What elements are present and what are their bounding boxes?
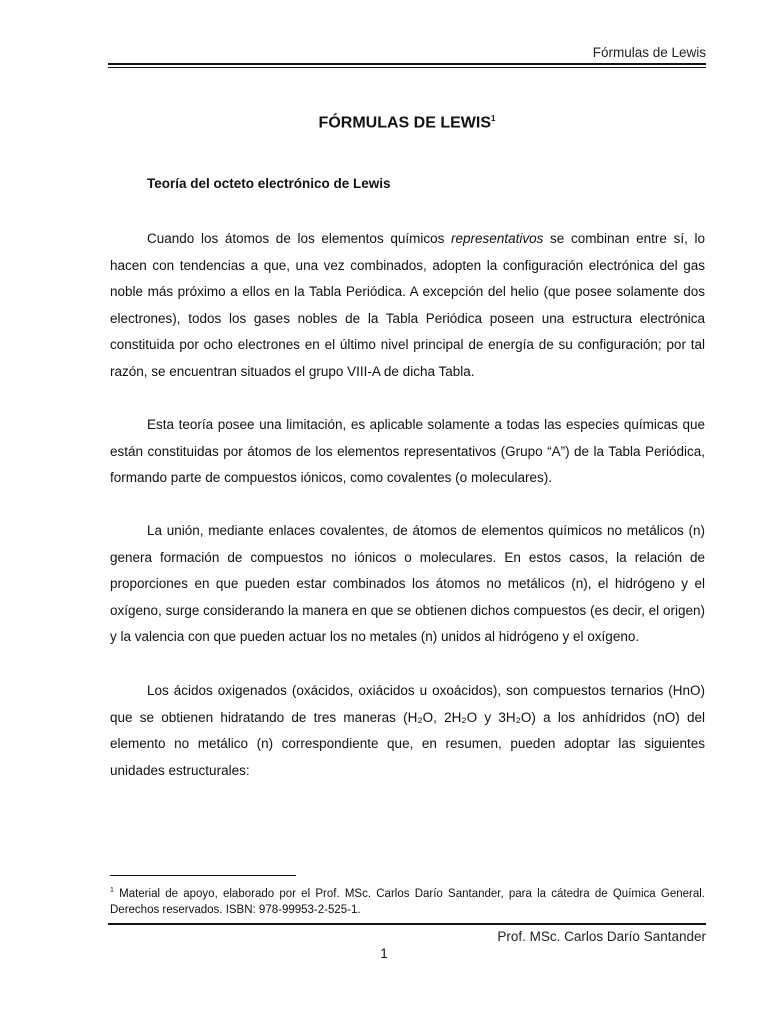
paragraph-1-start: Cuando los átomos de los elementos químicos: [147, 231, 452, 246]
footer-rule: [108, 923, 706, 925]
document-title: [108, 114, 706, 132]
paragraph-4: Los ácidos oxigenados (oxácidos, oxiácidos u oxoácidos), son compuestos ternarios (HnO) que se obtienen hidratando de tres maneras (H₂O, 2H₂O y 3H₂O) a los anhídridos (nO) del elemento no metálico (n) correspondiente que, en resumen, pueden adoptar las siguientes unidades estructurales:: [110, 683, 705, 778]
footnote-rule: [110, 875, 296, 876]
paragraph-3: La unión, mediante enlaces covalentes, de átomos de elementos químicos no metálicos (n) genera formación de compuestos no iónicos o moleculares. En estos casos, la relación de proporciones en que pueden estar combinados los átomos no metálicos (n), el hidrógeno y el oxígeno, surge considerando la manera en que se obtienen dichos compuestos (es decir, el origen) y la valencia con que pueden actuar los no metales (n) unidos al hidrógeno y el oxígeno.: [110, 523, 705, 645]
paragraph-1-end: se combinan entre sí, lo hacen con tendencias a que, una vez combinados, adopten la configuración electrónica del gas noble más próximo a ellos en la Tabla Periódica. A excepción del helio (que posee solamente dos electrones), todos los gases nobles de la Tabla Periódica poseen una estructura electrónica constituida por ocho electrones en el último nivel principal de energía de su configuración; por tal razón, se encuentran situados el grupo VIII-A de dicha Tabla.: [110, 231, 705, 379]
paragraph-1: [110, 226, 705, 386]
header-rule-thin: [108, 67, 706, 68]
footnote-text: Material de apoyo, elaborado por el Prof. MSc. Carlos Darío Santander, para la cátedra de Química General. Derechos reservados. ISBN: 978-99953-2-525-1.: [110, 887, 705, 916]
header-rule-thick: [108, 63, 706, 65]
section-heading: Teoría del octeto electrónico de Lewis: [147, 176, 391, 191]
footer-author: Prof. MSc. Carlos Darío Santander: [497, 929, 706, 944]
running-header-title: Fórmulas de Lewis: [592, 45, 706, 60]
title-footnote-mark[interactable]: 1: [490, 114, 496, 123]
footnote: [110, 883, 705, 918]
document-title-text: FÓRMULAS DE LEWIS: [318, 114, 491, 132]
paragraph-1-emphasis: representativos: [451, 231, 544, 246]
paragraph-2: Esta teoría posee una limitación, es aplicable solamente a todas las especies químicas que están constituidas por átomos de los elementos representativos (Grupo “A”) de la Tabla Periódica, formando parte de compuestos iónicos, como covalentes (o moleculares).: [110, 417, 705, 486]
page-number: 1: [380, 946, 388, 961]
footnote-mark: 1: [110, 887, 114, 894]
